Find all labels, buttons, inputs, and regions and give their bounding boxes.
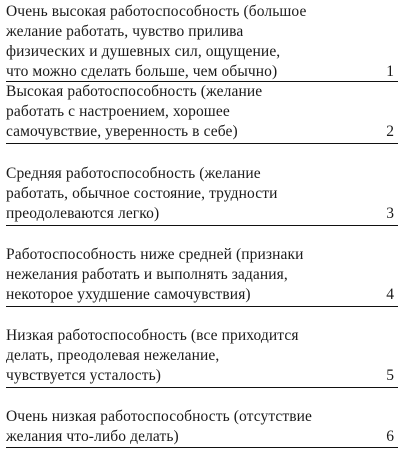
description-line: Средняя работоспособность (желание [6, 165, 261, 182]
scale-item-description [6, 82, 398, 142]
scale-item [6, 82, 398, 142]
divider [6, 225, 398, 226]
scale-item-number: 4 [386, 286, 394, 303]
divider [6, 143, 398, 144]
scale-item [6, 2, 398, 82]
description-line: физических и душевных сил, ощущение, [6, 43, 281, 60]
description-line: что можно сделать больше, чем обычно) [6, 63, 278, 80]
description-line: некоторое ухудшение самочувствия) [6, 286, 251, 303]
scale-item-description [6, 164, 398, 224]
scale-item-number: 1 [386, 63, 394, 80]
description-line: чувствуется усталость) [6, 367, 162, 384]
scale-item [6, 407, 398, 447]
description-line: самочувствие, уверенность в себе) [6, 123, 238, 140]
description-line: делать, преодолевая нежелание, [6, 347, 220, 364]
description-line: желания что-либо делать) [6, 428, 179, 445]
description-line: преодолеваются легко) [6, 205, 160, 222]
scale-item-number: 5 [386, 367, 394, 384]
description-line: Очень низкая работоспособность (отсутствие [6, 408, 313, 425]
description-line: работать, обычное состояние, трудности [6, 185, 278, 202]
scale-item [6, 245, 398, 305]
scale-item-number: 3 [386, 205, 394, 222]
divider [6, 387, 398, 388]
scale-item-description [6, 407, 398, 447]
description-line: Низкая работоспособность (все приходится [6, 327, 299, 344]
divider [6, 306, 398, 307]
description-line: нежелания работать и выполнять задания, [6, 266, 288, 283]
scale-item [6, 326, 398, 386]
description-line: Высокая работоспособность (желание [6, 83, 263, 100]
scale-item-description [6, 326, 398, 386]
scale-item-number: 6 [386, 428, 394, 445]
scale-item-description [6, 2, 398, 82]
divider [6, 447, 398, 448]
scale-item-number: 2 [386, 123, 394, 140]
scale-item-description [6, 245, 398, 305]
scale-item [6, 164, 398, 224]
description-line: желание работать, чувство прилива [6, 23, 244, 40]
description-line: Работоспособность ниже средней (признаки [6, 246, 304, 263]
description-line: Очень высокая работоспособность (большое [6, 3, 307, 20]
description-line: работать с настроением, хорошее [6, 103, 230, 120]
